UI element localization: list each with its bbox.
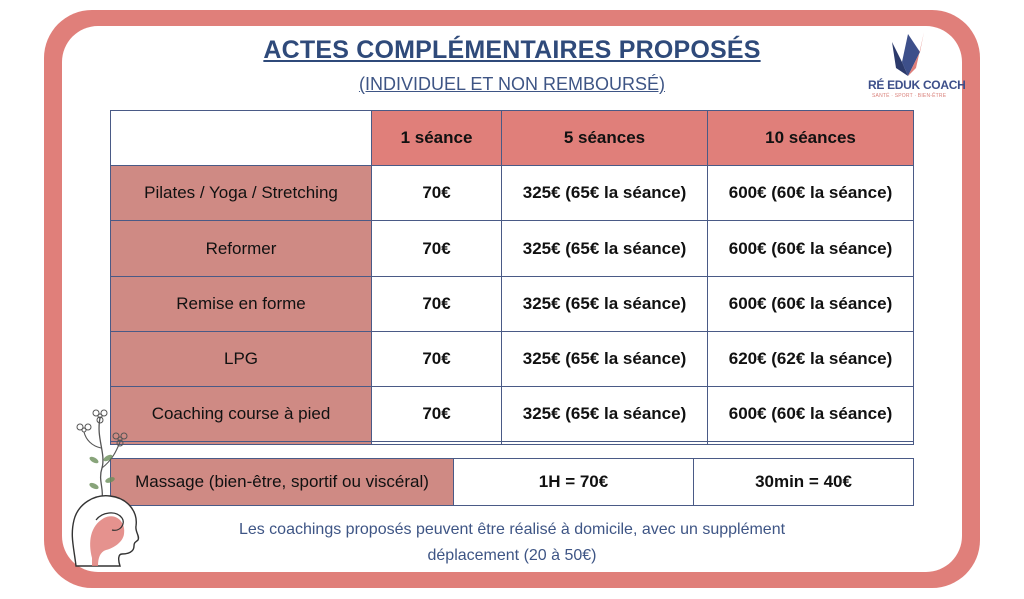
row-label: Coaching course à pied bbox=[111, 387, 372, 442]
massage-option: 1H = 70€ bbox=[454, 459, 694, 506]
price-cell: 70€ bbox=[372, 331, 502, 386]
price-cell: 600€ (60€ la séance) bbox=[708, 276, 914, 331]
column-header: 5 séances bbox=[502, 111, 708, 166]
price-cell: 70€ bbox=[372, 221, 502, 276]
logo-tagline: SANTÉ · SPORT · BIEN-ÊTRE bbox=[872, 93, 947, 99]
table-row bbox=[111, 276, 914, 331]
pricing-table bbox=[110, 110, 914, 445]
footer-note bbox=[210, 517, 814, 569]
price-cell: 325€ (65€ la séance) bbox=[502, 387, 708, 442]
header-empty-cell bbox=[111, 111, 372, 166]
table-header-row bbox=[111, 111, 914, 166]
price-cell: 620€ (62€ la séance) bbox=[708, 331, 914, 386]
table-row bbox=[111, 331, 914, 386]
row-label: Remise en forme bbox=[111, 276, 372, 331]
page-title: ACTES COMPLÉMENTAIRES PROPOSÉS bbox=[263, 36, 761, 64]
row-label: LPG bbox=[111, 331, 372, 386]
massage-option: 30min = 40€ bbox=[694, 459, 914, 506]
column-header: 1 séance bbox=[372, 111, 502, 166]
price-cell bbox=[502, 442, 708, 445]
price-cell bbox=[708, 442, 914, 445]
table-row-empty bbox=[111, 442, 914, 445]
massage-label: Massage (bien-être, sportif ou viscéral) bbox=[111, 459, 454, 506]
page-subtitle: (INDIVIDUEL ET NON REMBOURSÉ) bbox=[358, 74, 666, 94]
massage-table bbox=[110, 458, 914, 506]
table-row bbox=[111, 387, 914, 442]
column-header: 10 séances bbox=[708, 111, 914, 166]
massage-row bbox=[111, 459, 914, 506]
head-with-flowers-icon bbox=[66, 408, 150, 568]
table-row bbox=[111, 221, 914, 276]
row-label: Pilates / Yoga / Stretching bbox=[111, 166, 372, 221]
price-cell: 325€ (65€ la séance) bbox=[502, 331, 708, 386]
price-cell: 70€ bbox=[372, 166, 502, 221]
price-cell: 325€ (65€ la séance) bbox=[502, 276, 708, 331]
price-cell: 325€ (65€ la séance) bbox=[502, 166, 708, 221]
price-cell: 600€ (60€ la séance) bbox=[708, 221, 914, 276]
table-row bbox=[111, 166, 914, 221]
footer-note-line: Les coachings proposés peuvent être réalisé à domicile, avec un supplément bbox=[238, 521, 786, 538]
price-cell: 70€ bbox=[372, 387, 502, 442]
logo-name: RÉ EDUK COACH bbox=[868, 78, 966, 92]
price-cell: 70€ bbox=[372, 276, 502, 331]
price-cell: 325€ (65€ la séance) bbox=[502, 221, 708, 276]
price-cell bbox=[372, 442, 502, 445]
row-label: Reformer bbox=[111, 221, 372, 276]
price-cell: 600€ (60€ la séance) bbox=[708, 387, 914, 442]
footer-note-line: déplacement (20 à 50€) bbox=[427, 547, 597, 564]
price-cell: 600€ (60€ la séance) bbox=[708, 166, 914, 221]
